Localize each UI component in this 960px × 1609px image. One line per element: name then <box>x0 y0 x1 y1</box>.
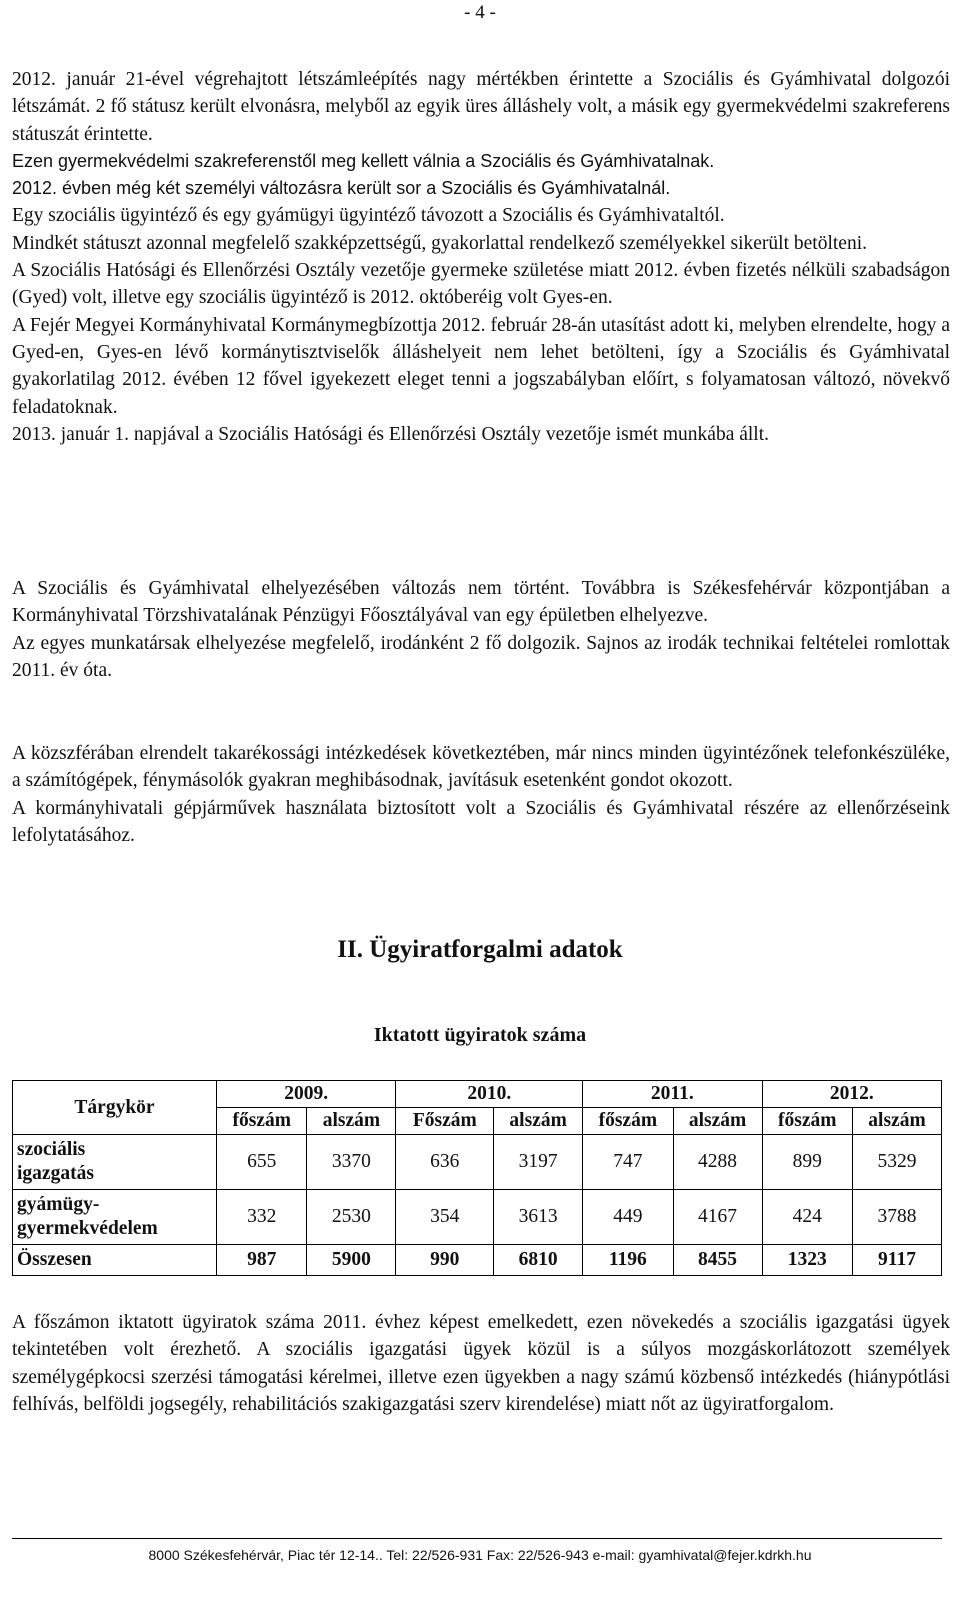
paragraph: A közszférában elrendelt takarékossági intézkedések következtében, már nincs minden ügyintézőnek telefonkészüléke, a számítógépek, fénymásolók gyakran meghibásodnak, javításuk esetenként gondot okozott. <box>12 743 950 792</box>
table-cell: 747 <box>583 1135 673 1190</box>
paragraph: A Fejér Megyei Kormányhivatal Kormánymegbízottja 2012. február 28-án utasítást adott ki, melyben elrendelte, hogy a Gyed-en, Gyes-en lévő kormánytisztviselők álláshelyeit nem lehet betölteni, így a Szociális és Gyámhivatal gyakorlatilag 2012. évében 12 fővel igyekezett eleget tenni a jogszabályban előírt, s folyamatosan változó, növekvő feladatoknak. <box>12 314 950 418</box>
table-cell: 332 <box>217 1190 307 1245</box>
table-cell: 636 <box>396 1135 494 1190</box>
table-cell: 354 <box>396 1190 494 1245</box>
paragraph: Egy szociális ügyintéző és egy gyámügyi ügyintéző távozott a Szociális és Gyámhivataltól. <box>12 205 725 227</box>
paragraph: A Szociális Hatósági és Ellenőrzési Osztály vezetője gyermeke születése miatt 2012. évben fizetés nélküli szabadságon (Gyed) volt, illetve egy szociális ügyintéző is 2012. októberéig volt Gyes-en. <box>12 260 950 309</box>
case-count-table <box>12 1080 942 1276</box>
subcolumn-header: főszám <box>762 1108 852 1135</box>
subcolumn-header: alszám <box>494 1108 583 1135</box>
paragraph: 2012. évben még két személyi változásra került sor a Szociális és Gyámhivatalnál. <box>12 178 671 199</box>
table-cell: 2530 <box>307 1190 396 1245</box>
total-cell: 1196 <box>583 1245 673 1276</box>
paragraph: Mindkét státuszt azonnal megfelelő szakképzettségű, gyakorlattal rendelkező személyekkel sikerült betölteni. <box>12 232 867 254</box>
page-number: - 4 - <box>464 2 496 23</box>
closing-section <box>12 1309 950 1418</box>
total-cell: 9117 <box>852 1245 941 1276</box>
equipment-section <box>12 740 950 849</box>
table-row <box>13 1135 942 1190</box>
total-cell: 1323 <box>762 1245 852 1276</box>
footer-divider <box>12 1538 942 1539</box>
paragraph: 2012. január 21-ével végrehajtott létszámleépítés nagy mértékben érintette a Szociális és Gyámhivatal dolgozói létszámát. 2 fő státusz került elvonásra, melyből az egyik üres álláshely volt, a másik egy gyermekvédelmi szakreferens státuszát érintette. <box>12 69 950 145</box>
office-section <box>12 575 950 684</box>
table-row <box>13 1190 942 1245</box>
paragraph: 2013. január 1. napjával a Szociális Hatósági és Ellenőrzési Osztály vezetője ismét munkába állt. <box>12 423 770 445</box>
table-cell: 449 <box>583 1190 673 1245</box>
paragraph: Az egyes munkatársak elhelyezése megfelelő, irodánként 2 fő dolgozik. Sajnos az irodák technikai feltételei romlottak 2011. év óta. <box>12 632 950 681</box>
subcolumn-header: alszám <box>673 1108 762 1135</box>
row-label-line: szociális <box>17 1139 86 1160</box>
table-header-years <box>13 1081 942 1108</box>
total-cell: 990 <box>396 1245 494 1276</box>
section-heading: II. Ügyiratforgalmi adatok <box>337 936 623 963</box>
paragraph: A kormányhivatali gépjárművek használata biztosított volt a Szociális és Gyámhivatal részére az ellenőrzéseink lefolytatásához. <box>12 797 950 846</box>
paragraph: Ezen gyermekvédelmi szakreferenstől meg kellett válnia a Szociális és Gyámhivatalnak. <box>12 150 715 171</box>
year-header: 2009. <box>217 1081 396 1108</box>
total-label: Összesen <box>13 1245 217 1276</box>
table-title: Iktatott ügyiratok száma <box>373 1024 587 1046</box>
table-cell: 655 <box>217 1135 307 1190</box>
table-cell: 3197 <box>494 1135 583 1190</box>
table-cell: 424 <box>762 1190 852 1245</box>
table-cell: 3788 <box>852 1190 941 1245</box>
topic-header: Tárgykör <box>13 1081 217 1135</box>
year-header: 2011. <box>583 1081 762 1108</box>
paragraph: A Szociális és Gyámhivatal elhelyezésében változás nem történt. Továbbra is Székesfehérvár központjában a Kormányhivatal Törzshivatalának Pénzügyi Főosztályával van egy épületben elhelyezve. <box>12 578 950 627</box>
total-cell: 6810 <box>494 1245 583 1276</box>
subcolumn-header: főszám <box>583 1108 673 1135</box>
total-cell: 5900 <box>307 1245 396 1276</box>
table-cell: 3613 <box>494 1190 583 1245</box>
total-cell: 8455 <box>673 1245 762 1276</box>
table-cell: 4167 <box>673 1190 762 1245</box>
table-total-row <box>13 1245 942 1276</box>
paragraph: A főszámon iktatott ügyiratok száma 2011. évhez képest emelkedett, ezen növekedés a szociális igazgatási ügyek tekintetében volt érezhető. A szociális igazgatási ügyek közül is a súlyos mozgáskorlátozott személyek személygépkocsi szerzési támogatási kérelmei, illetve ezen ügyekben a nagy számú közbenső intézkedés (hiánypótlási felhívás, belföldi jogsegély, rehabilitációs szakigazgatási szerv kirendelése) miatt nőt az ügyiratforgalom. <box>12 1312 950 1415</box>
year-header: 2010. <box>396 1081 583 1108</box>
table-cell: 5329 <box>852 1135 941 1190</box>
subcolumn-header: Főszám <box>396 1108 494 1135</box>
table-cell: 3370 <box>307 1135 396 1190</box>
row-label-line: igazgatás <box>17 1163 94 1184</box>
subcolumn-header: alszám <box>307 1108 396 1135</box>
row-label <box>13 1190 217 1245</box>
intro-section <box>12 66 950 448</box>
table-cell: 899 <box>762 1135 852 1190</box>
footer: 8000 Székesfehérvár, Piac tér 12-14.. Tel: 22/526-931 Fax: 22/526-943 e-mail: gyamhivatal@fejer.kdrkh.hu <box>148 1547 812 1563</box>
row-label-line: gyermekvédelem <box>17 1218 158 1239</box>
row-label-line: gyámügy- <box>17 1194 100 1215</box>
total-cell: 987 <box>217 1245 307 1276</box>
year-header: 2012. <box>762 1081 941 1108</box>
table-cell: 4288 <box>673 1135 762 1190</box>
subcolumn-header: főszám <box>217 1108 307 1135</box>
row-label <box>13 1135 217 1190</box>
subcolumn-header: alszám <box>852 1108 941 1135</box>
